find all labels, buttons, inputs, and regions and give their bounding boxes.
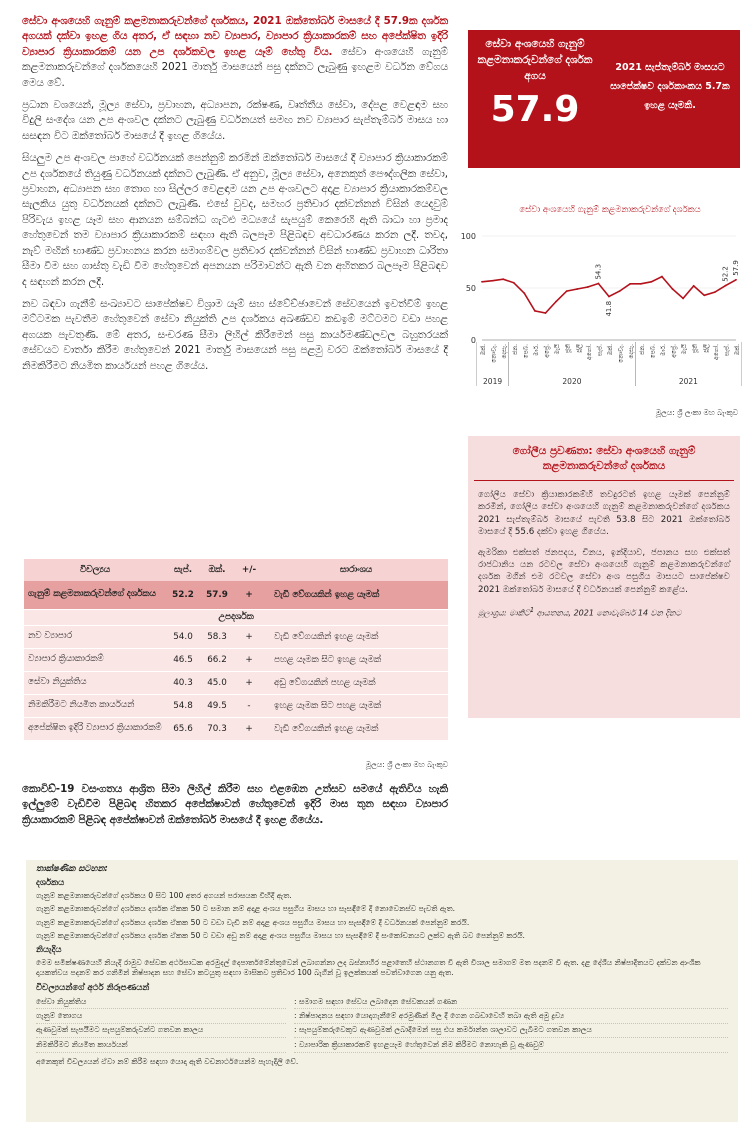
main-text-column [22,14,448,381]
cell-summary: ඉහළ යෑමක සිට පහළ යෑමක් [264,694,448,717]
chart-source: මූලය: ශ්‍රී ලංකා මහ බැංකුව [655,408,738,417]
y-tick-label: 100 [460,232,476,241]
definition-desc: : ව්‍යාපාරික ක්‍රියාකාරකම් ඉහළයෑම හේතුවෙන් නිම කිරීමට නොහැකි වූ ඇණවුම් [294,1038,728,1052]
paragraph-new-business: ප්‍රධාන වශයෙන්, මූල්‍ය සේවා, ප්‍රවාහන, අධ්‍යාපන, රක්ෂණ, වෘත්තීය සේවා, දේපළ වෙළඳාම සහ විදුලි සංදේශ යන උප අංශවල දක්නට ලැබුණු වර්ධනයත් සමඟ නව ව්‍යාපාර සැප්තැම්බර් මාසය හා සසඳන විට ඔක්තෝබර් මාසයේ දී ඉහළ ගියේය. [22,99,448,142]
data-label: 52.2 [721,266,730,282]
data-point [735,279,737,281]
cell-change: + [234,581,264,609]
header-variable: විචල්‍යය [24,559,166,581]
data-point [492,280,494,282]
subindex-heading: උපදර්ශක [24,609,448,625]
cell-sep: 54.8 [166,694,200,717]
table-source: මූලය: ශ්‍රී ලංකා මහ බැංකුව [365,760,448,769]
definition-desc: : නිෂ්පාදනය සඳහා යොදාගැනීමේ අරමුණින් මිල දී ගෙන ගබඩාවෙහි තබා ඇති අමු ද්‍රව්‍ය [294,1009,728,1023]
data-point [587,286,589,288]
x-tick-label: ජූලි [702,344,710,353]
table-row-pmi [24,581,448,609]
data-point [640,283,642,285]
pmi-chart [450,204,746,418]
definition-desc: : සමාගම සඳහා සේවය ලබාදෙන සේවකයන් ගණන [294,995,728,1009]
data-point [576,288,578,290]
lead-headline: සේවා අංශයෙහි ගැනුම් කළමනාකරුවන්ගේ දර්ශකය, 2021 ඔක්තෝබර් මාසයේ දී 57.9ක දර්ශක අගයක් දක්වා ඉහළ ගිය අතර, ඒ සඳහා නව ව්‍යාපාර, ව්‍යාපාර ක්‍රියාකාරකම් සහ අපේක්ෂිත ඉදිරි ව්‍යාපාර ක්‍රියාකාරකම් යන උප දර්ශකවල ඉහළ යෑම් හේතු විය. [22,15,448,58]
year-label: 2019 [483,377,503,386]
x-tick-label: සැප්. [596,344,604,356]
global-paragraph-1: ගෝලීය සේවා ක්‍රියාකාරකම්හි තවදුරටත් ඉහළ යෑමක් පෙන්නුම් කරමින්, ගෝලීය සේවා අංශයෙහි ගැනුම් කළමනාකරුවන්ගේ දර්ශකය 2021 සැප්තැම්බර් මාසයේ පැවති 53.8 සිට 2021 ඔක්තෝබර් මාසයේ දී 55.6 දක්වා ඉහළ ගියේය. [478,490,730,538]
global-body [468,481,740,620]
technical-footnote: අනෙකුත් විචල්‍යයන් ඒවා නම් කිරීම සඳහා යොදා ඇති වචනාර්ථයෙන්ම පැහැදිලි වේ. [36,1056,299,1066]
cell-oct: 49.5 [200,694,234,717]
year-label: 2021 [678,377,698,386]
table-row [24,671,448,694]
cell-summary: වැඩි වේගයකින් ඉහළ යෑමක් [264,625,448,648]
x-tick-label: අප්‍රේ. [670,344,678,358]
x-tick-label: දෙසැ. [628,344,636,359]
chart-svg [450,230,746,398]
x-tick-label: ජන. [511,344,519,355]
cell-oct: 57.9 [200,581,234,609]
cell-oct: 45.0 [200,671,234,694]
index-note: ගැනුම් කළමනාකරුවන්ගේ දර්ශකය දර්ශක ඒකක 50 ට වඩා අඩු නම් අදාළ අංශය පසුගිය මාසය හා සැසඳීමේ දී සංකෝචනයට ලක්ව ඇති බව පෙන්නුම් කරයි. [36,931,525,941]
cell-sep: 54.0 [166,625,200,648]
cell-change: - [234,694,264,717]
data-point [566,290,568,292]
data-point [598,283,600,285]
technical-note [26,860,738,1122]
cell-name: ව්‍යාපාර ක්‍රියාකාරකම් [24,648,166,671]
cell-change: + [234,648,264,671]
x-tick-label: දෙසැ. [501,344,509,359]
data-point [672,288,674,290]
kpi-title: සේවා අංශයෙහි ගැනුම් කළමනාකරුවන්ගේ දර්ශක අගය [477,38,593,82]
index-heading: දර්ශකය [36,878,65,889]
table-row [24,648,448,671]
x-tick-label: නොවැ. [490,344,498,363]
x-tick-label: පෙබ. [522,344,530,359]
cell-sep: 46.5 [166,648,200,671]
kpi-note: 2021 සැප්තැම්බර් මාසයට සාපේක්ෂව දර්ශකාංකය 5.7ක ඉහළ යෑමකි. [610,62,730,111]
x-tick-label: මාර්. [532,344,540,356]
data-point [555,301,557,303]
cell-change: + [234,671,264,694]
kpi-value: 57.9 [490,89,580,130]
x-tick-label: අගෝ. [585,344,593,360]
data-point [534,310,536,312]
x-tick-label: ජූනි [564,344,572,353]
paragraph-employment: නව බඳවා ගැනීම් සංඛ්‍යාවට සාපේක්ෂව විශ්‍රාම යෑම් සහ ස්වේච්ඡාවෙන් සේවයෙන් ඉවත්වීම් ඉහළ මට්ටමක පැවතීම හේතුවෙන් සේවා නියුක්ති උප දර්ශකය අඛණ්ඩව කඩඉම් මට්ටමට වඩා පහළ අගයක පැවතුණි. මේ අතර, සංචරණ සීමා ලිහිල් කිරීමෙන් පසු කාර්යමණ්ඩලවල බහුතරයක් සේවයට වාර්තා කිරීම හේතුවෙන් 2021 මාර්තු මාසයෙන් පසු පළමු වරට ඔක්තෝබර් මාසයේ දී නිමකිරීමට නියමිත කාර්යයන් පහළ ගියේය. [22,297,448,372]
cell-sep: 65.6 [166,717,200,740]
cell-name: ගැනුම් කළමනාකරුවන්ගේ දර්ශකය [24,581,166,609]
table-row [24,625,448,648]
data-point [502,278,504,280]
y-tick-label: 0 [470,336,476,345]
lead-rest: සේවා අංශයෙහි ගැනුම් කළමනාකරුවන්ගේ දර්ශකයෙහි 2021 මාර්තු මාසයෙන් පසු දක්නට ලැබුණු ඉහළම වර්ධන වේගය මෙය වේ. [22,45,448,89]
data-point [682,298,684,300]
index-note: ගැනුම් කළමනාකරුවන්ගේ දර්ශකය දර්ශක ඒකක 50 ට වඩා වැඩි නම් අදාළ අංශය පසුගිය මාසය හා සැසඳීමේ දී වර්ධනයක් පෙන්නුම් කරයි. [36,917,470,927]
header-oct: ඔක්. [200,559,234,581]
definitions-list [36,995,728,1053]
cell-name: නව ව්‍යාපාර [24,625,166,648]
cell-change: + [234,717,264,740]
data-point [629,283,631,285]
global-source-pre: මූලාශ්‍රය: මාකිට් [478,608,530,618]
definition-term: ඇණවුමක් සැපයීමට සැපයුම්කරුවන්ට ගතවන කාලය [36,1024,286,1038]
x-tick-label: පෙබ. [649,344,657,359]
method-heading: නියැදිය [36,945,62,956]
cell-sep: 40.3 [166,671,200,694]
paragraph-business-activity: සියලුම උප අංශවල පාහේ වර්ධනයක් පෙන්නුම් කරමින් ඔක්තෝබර් මාසයේ දී ව්‍යාපාර ක්‍රියාකාරකම් උප දර්ශකයේ තියුණු වර්ධනයක් දක්නට ලැබුණි. ඒ අනුව, මූල්‍ය සේවා, අනෙකුත් පෞද්ගලික සේවා, ප්‍රවාහන, අධ්‍යාපන සහ තොග හා සිල්ලර වෙළඳාම යන උප අංශවලට අදාළ ව්‍යාපාර ක්‍රියාකාරකම්වල සැලකිය යුතු වර්ධනයක් දක්නට ලැබුණි. එසේ වුවද, සමහර ප්‍රතිචාර දක්වන්නන් විසින් යෙදවුම් පිරිවැය ඉහළ යෑම සහ ආනයන සම්බන්ධ ගැටළු මධ්‍යයේ සැපයුම් කෙරෙහි ඇති බාධා හා ප්‍රමාද හේතුවෙන් තම ව්‍යාපාර ක්‍රියාකාරකම් සඳහා ඇති බලපෑම පිළිබඳව අවධාරණය කරන ලදී. තවද, නැව් මඟින් භාණ්ඩ ප්‍රවාහනය කරන සමාගම්වල ප්‍රතිචාර දක්වන්නන් විසින් භාණ්ඩ ප්‍රවාහන ධාරිතා සීමා වීම සහ ගාස්තු වැඩි වීම හේතුවෙන් අපනයන පරිමාවන්ට ඇති වන අහිතකර බලපෑම පිළිබඳව ද සඳහන් කරන ලදී. [22,152,448,288]
global-source [478,604,730,620]
cell-name: නිමකිරීමට නියමිත කාර්යයන් [24,694,166,717]
table-header-row [24,559,448,581]
x-tick-label: මාර්. [659,344,667,356]
x-tick-label: මැයි [681,344,689,355]
data-label: 41.8 [605,300,613,317]
x-tick-label: අගෝ. [712,344,720,360]
x-tick-label: නොවැ. [617,344,625,363]
global-source-post: ආයතනය, 2021 නොවැම්බර් 14 වන දිනට [534,608,682,618]
header-sep: සැප්. [166,559,200,581]
data-point [619,290,621,292]
x-tick-label: ජන. [638,344,646,355]
table-row [24,717,448,740]
x-tick-label: ජූලි [575,344,583,353]
definition-term: ගැනුම් තොගය [36,1009,286,1023]
index-note: ගැනුම් කළමනාකරුවන්ගේ දර්ශකය 0 සිට 100 අතර අගයන් පරාසයක විහිදී ඇත. [36,890,292,900]
kpi-left [476,36,594,130]
cell-oct: 66.2 [200,648,234,671]
definition-desc: : සැපයුම්කරුවෙකුට ඇණවුමක් ලබාදීමෙන් පසු එය කර්මාන්ත ශාලාවට ලැබීමට ගතවන කාලය [294,1024,728,1038]
indicator-table [24,559,448,740]
cell-name: සේවා නියුක්තිය [24,671,166,694]
definition-term: සේවා නියුක්තිය [36,995,286,1009]
technical-heading: තාක්ෂණික සටහන: [36,864,108,874]
global-paragraph-2: ඇමරිකා එක්සත් ජනපදය, චීනය, ඉන්දියාව, ජපානය සහ එක්සත් රාජධානිය යන රටවල සේවා අංශයෙහි ගැනුම් කළමනාකරුවන්ගේ දර්ශක මගින් එම රටවල සේවා අංශ පසුගිය මාසයට සාපේක්ෂව 2021 ඔක්තෝබර් මාසයේ දී වර්ධනයක් පෙන්නුම් කළේය. [478,547,730,595]
x-tick-label: ඔක්. [480,344,487,356]
data-label: 57.9 [732,260,740,276]
data-point [725,285,727,287]
cell-summary: අඩු වේගයකින් පහළ යෑමක් [264,671,448,694]
cell-name: අපේක්ෂිත ඉදිරි ව්‍යාපාර ක්‍රියාකාරකම් [24,717,166,740]
cell-summary: පහළ යෑමක සිට ඉහළ යෑමක් [264,648,448,671]
data-point [523,292,525,294]
data-point [481,281,483,283]
table-subheading-row [24,609,448,625]
cell-sep: 52.2 [166,581,200,609]
data-point [693,285,695,287]
x-tick-label: ඔක්. [734,344,741,356]
data-point [513,282,515,284]
data-point [608,296,610,298]
definitions-heading: විචල්‍යයන්ගේ අර්ථ නිරූපණයන් [36,982,150,993]
data-point [714,291,716,293]
global-heading: ගෝලීය ප්‍රවණතා: සේවා අංශයෙහි ගැනුම් කළමනාකරුවන්ගේ දර්ශකය [474,436,734,481]
index-note: ගැනුම් කළමනාකරුවන්ගේ දර්ශකය දර්ශක ඒකක 50 ට සමාන නම් අදාළ අංශය පසුගිය මාසය හා සැසඳීමේ දී නොවෙනස්ව පැවති ඇත. [36,904,456,914]
data-point [545,312,547,314]
cell-summary: වැඩි වේගයකින් ඉහළ යෑමක් [264,581,448,609]
x-tick-label: සැප්. [723,344,731,356]
closing-paragraph: කොවිඩ්-19 වසංගතය ආශ්‍රිත සීමා ලිහිල් කිරීම සහ එළඹෙන උත්සව සමයේ ඇතිවිය හැකි ඉල්ලුමේ වැඩිවීම පිළිබඳ හිතකර අපේක්ෂාවන් හේතුවෙන් ඉදිරි මාස තුන සඳහා ව්‍යාපාර ක්‍රියාකාරකම් පිළිබඳ අපේක්ෂාවන් ඔක්තෝබර් මාසයේ දී ඉහළ ගියේය. [22,783,448,826]
global-trends-box [468,436,740,718]
header-change: +/- [234,559,264,581]
x-tick-label: ඔක්. [607,344,614,356]
cell-oct: 70.3 [200,717,234,740]
y-tick-label: 50 [465,284,476,293]
lead-paragraph [22,14,448,91]
year-label: 2020 [562,377,582,386]
cell-summary: වැඩි වේගයකින් ඉහළ යෑමක් [264,717,448,740]
table-row [24,694,448,717]
x-tick-label: ජූනි [691,344,699,353]
x-tick-label: මැයි [554,344,562,355]
data-label: 54.3 [594,263,603,280]
x-tick-label: අප්‍රේ. [543,344,551,358]
method-text: මෙම සමීක්ෂණයෙහි නියැදි රාමුව සේවක අර්ථසාධක අරමුදල් දෙපාර්තමේන්තුවෙන් ලබාගන්නා ලද බස්නාහිර පළාතෙහි ස්ථානගත වී ඇති විශාල සමාගම් මත පදනම් වී ඇත. දළ දේශීය නිෂ්පාදිතයට දක්වන ආංශික දායකත්වය පදනම් කර ගනිමින් නිෂ්පාදන සහ සේවා කටයුතු සඳහා මාසිකව ප්‍රතිචාර 100 බැගින් වූ ඉලක්කයක් පවත්වාගෙන යනු ඇත. [36,957,701,978]
global-source-sup: 1 [529,606,535,615]
data-point [650,281,652,283]
pmi-value-box [468,30,740,168]
chart-title: සේවා අංශයෙහි ගැනුම් කළමනාකරුවන්ගේ දර්ශකය [519,205,701,215]
definition-term: නිමකිරීමට නියමිත කාර්යයන් [36,1038,286,1052]
data-point [703,294,705,296]
data-point [661,276,663,278]
header-summary: සාරාංශය [264,559,448,581]
cell-oct: 58.3 [200,625,234,648]
cell-change: + [234,625,264,648]
